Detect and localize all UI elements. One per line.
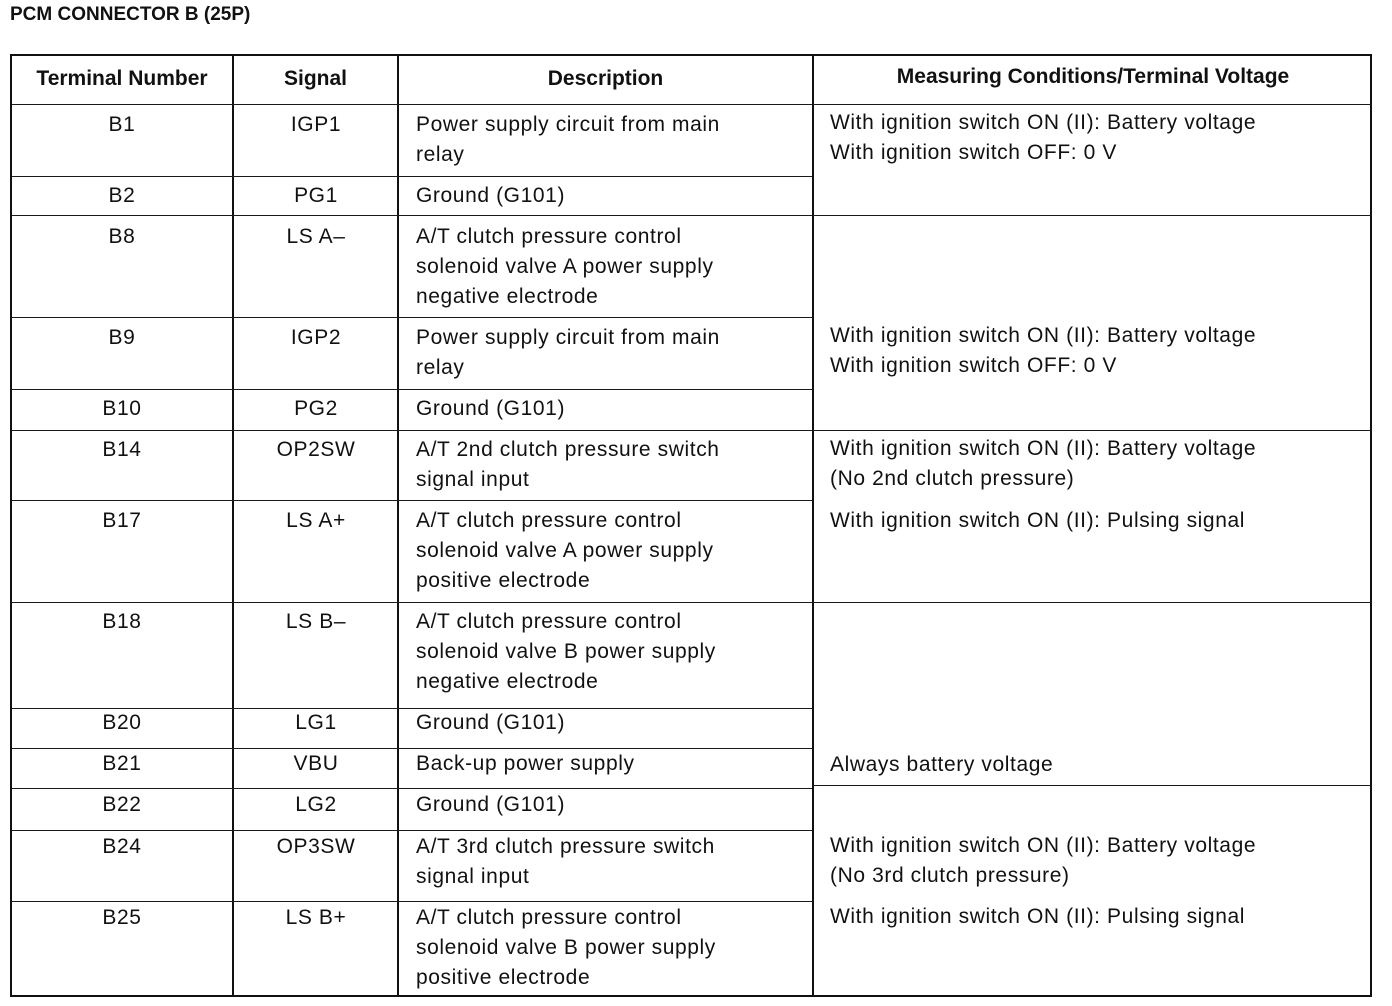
row-separator	[12, 176, 812, 177]
condition-separator	[812, 785, 1372, 786]
cell-description: A/T clutch pressure control solenoid valve A power supply negative electrode	[416, 225, 714, 308]
cell-description: Ground (G101)	[416, 793, 566, 816]
cell-terminal-number: B24	[102, 835, 142, 858]
cell-description: A/T clutch pressure control solenoid valve A power supply positive electrode	[416, 509, 714, 592]
condition-separator	[812, 602, 1372, 603]
cell-signal: OP3SW	[276, 835, 356, 858]
column-divider	[812, 54, 814, 997]
header-measuring-conditions: Measuring Conditions/Terminal Voltage	[896, 65, 1290, 88]
row-separator	[12, 430, 812, 431]
cell-signal: LG2	[295, 793, 337, 816]
cell-description: A/T clutch pressure control solenoid valve B power supply positive electrode	[416, 906, 716, 989]
header-description: Description	[547, 67, 664, 90]
cell-terminal-number: B8	[108, 225, 136, 248]
condition-separator	[812, 104, 1372, 105]
cell-signal: PG1	[294, 184, 338, 207]
cell-signal: IGP1	[290, 113, 342, 136]
cell-terminal-number: B21	[102, 752, 142, 775]
row-separator	[12, 500, 812, 501]
cell-terminal-number: B2	[108, 184, 136, 207]
row-separator	[12, 317, 812, 318]
cell-signal: PG2	[294, 397, 338, 420]
cell-signal: LS A+	[286, 509, 346, 532]
cell-terminal-number: B25	[102, 906, 142, 929]
cell-terminal-number: B14	[102, 438, 142, 461]
cell-terminal-number: B10	[102, 397, 142, 420]
cell-measuring-conditions: With ignition switch ON (II): Pulsing signal	[830, 509, 1246, 532]
cell-description: Ground (G101)	[416, 184, 566, 207]
page-title: PCM CONNECTOR B (25P)	[10, 4, 251, 25]
cell-signal: LS A–	[286, 225, 346, 248]
row-separator	[12, 901, 812, 902]
cell-measuring-conditions: Always battery voltage	[830, 753, 1054, 776]
cell-terminal-number: B18	[102, 610, 142, 633]
cell-description: A/T 2nd clutch pressure switch signal input	[416, 438, 720, 491]
header-terminal-number: Terminal Number	[36, 67, 208, 90]
cell-terminal-number: B20	[102, 711, 142, 734]
cell-description: Power supply circuit from main relay	[416, 113, 720, 166]
cell-measuring-conditions: With ignition switch ON (II): Battery voltage (No 2nd clutch pressure)	[830, 437, 1257, 490]
cell-measuring-conditions: With ignition switch ON (II): Battery voltage With ignition switch OFF: 0 V	[830, 111, 1257, 164]
cell-terminal-number: B17	[102, 509, 142, 532]
condition-separator	[812, 430, 1372, 431]
cell-terminal-number: B1	[108, 113, 136, 136]
cell-terminal-number: B9	[108, 326, 136, 349]
cell-measuring-conditions: With ignition switch ON (II): Battery voltage (No 3rd clutch pressure)	[830, 834, 1257, 887]
row-separator	[12, 215, 812, 216]
row-separator	[12, 104, 812, 105]
cell-description: Power supply circuit from main relay	[416, 326, 720, 379]
cell-signal: VBU	[293, 752, 339, 775]
cell-measuring-conditions: With ignition switch ON (II): Battery voltage With ignition switch OFF: 0 V	[830, 324, 1257, 377]
cell-description: Ground (G101)	[416, 711, 566, 734]
cell-signal: LS B–	[285, 610, 347, 633]
cell-description: Ground (G101)	[416, 397, 566, 420]
condition-separator	[812, 215, 1372, 216]
cell-description: Back-up power supply	[416, 752, 635, 775]
row-separator	[12, 788, 812, 789]
cell-description: A/T 3rd clutch pressure switch signal input	[416, 835, 715, 888]
cell-terminal-number: B22	[102, 793, 142, 816]
header-signal: Signal	[283, 67, 347, 90]
row-separator	[12, 389, 812, 390]
cell-signal: LS B+	[285, 906, 347, 929]
cell-description: A/T clutch pressure control solenoid valve B power supply negative electrode	[416, 610, 716, 693]
cell-measuring-conditions: With ignition switch ON (II): Pulsing signal	[830, 905, 1246, 928]
cell-signal: LG1	[295, 711, 337, 734]
cell-signal: OP2SW	[276, 438, 356, 461]
row-separator	[12, 602, 812, 603]
row-separator	[12, 830, 812, 831]
cell-signal: IGP2	[290, 326, 342, 349]
